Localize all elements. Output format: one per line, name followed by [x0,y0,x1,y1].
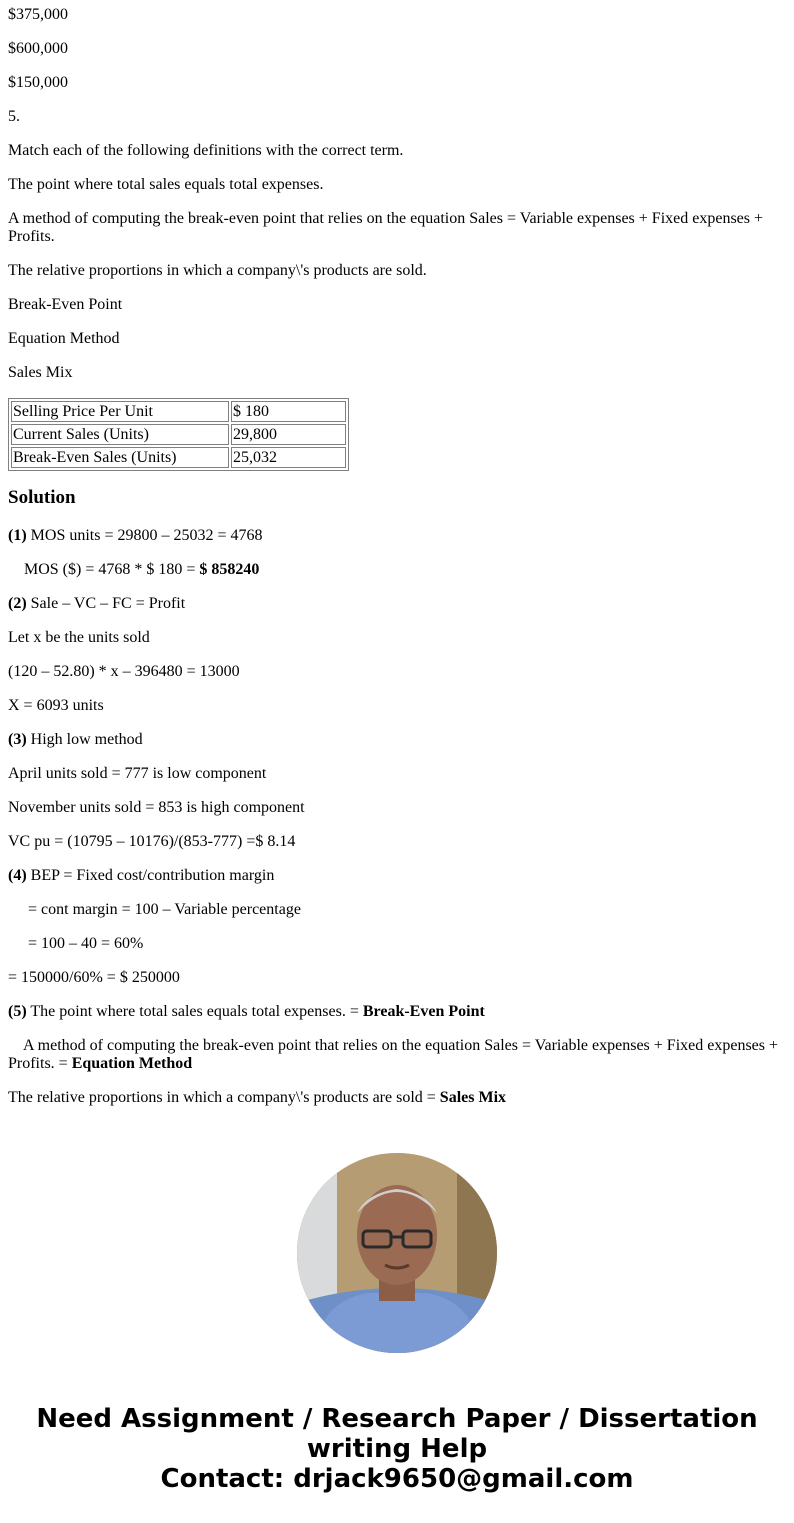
solution-5-text-3: The relative proportions in which a company\'s products are sold = [8,1089,440,1106]
solution-4-line-3: = 100 – 40 = 60% [28,935,144,952]
person-photo-icon [297,1153,497,1353]
promo-line-2: writing Help [306,1434,488,1464]
solution-2-line-1 [8,595,185,613]
solution-1-line-2 [24,561,259,579]
promo-line-1: Need Assignment / Research Paper / Dissertation [36,1404,758,1434]
solution-4-line-1 [8,867,274,885]
avatar [297,1153,497,1353]
solution-1-label: (1) [8,527,27,544]
solution-3-text: High low method [26,731,143,748]
table-cell-label: Current Sales (Units) [11,424,229,445]
term-3: Sales Mix [8,364,73,381]
option-c: $150,000 [8,74,68,91]
data-table [8,398,349,471]
table-cell-value: 25,032 [231,447,346,468]
solution-2-line-2: Let x be the units sold [8,629,150,646]
solution-1-text: MOS units = 29800 – 25032 = 4768 [26,527,263,544]
definition-3: The relative proportions in which a company\'s products are sold. [8,262,427,279]
definition-2: A method of computing the break-even point that relies on the equation Sales = Variable expenses + Fixed expenses + Profits. [8,210,764,245]
option-b: $600,000 [8,40,68,57]
solution-3-line-2: April units sold = 777 is low component [8,765,267,782]
solution-5-answer-1: Break-Even Point [362,1003,485,1020]
solution-2-line-3: (120 – 52.80) * x – 396480 = 13000 [8,663,240,680]
solution-4-label: (4) [8,867,27,884]
solution-2-text: Sale – VC – FC = Profit [26,595,186,612]
solution-2-label: (2) [8,595,27,612]
solution-5-label: (5) [8,1003,27,1020]
solution-2-line-4: X = 6093 units [8,697,104,714]
question-prompt: Match each of the following definitions with the correct term. [8,142,404,159]
solution-3-line-3: November units sold = 853 is high component [8,799,305,816]
definition-1: The point where total sales equals total expenses. [8,176,324,193]
option-a: $375,000 [8,6,68,23]
table-cell-value: $ 180 [231,401,346,422]
solution-4-text: BEP = Fixed cost/contribution margin [26,867,275,884]
solution-4-line-2: = cont margin = 100 – Variable percentage [28,901,301,918]
solution-heading: Solution [8,487,76,508]
solution-1-mos-result: $ 858240 [199,561,260,578]
table-cell-value: 29,800 [231,424,346,445]
solution-5-answer-2: Equation Method [71,1055,193,1072]
promo-banner [0,1404,794,1494]
term-2: Equation Method [8,330,120,347]
table-cell-label: Break-Even Sales (Units) [11,447,229,468]
solution-5-text: The point where total sales equals total expenses. = [26,1003,363,1020]
solution-1-line-1 [8,527,263,545]
solution-5-answer-3: Sales Mix [439,1089,507,1106]
table-cell-label: Selling Price Per Unit [11,401,229,422]
solution-3-label: (3) [8,731,27,748]
solution-5-line-3 [8,1089,506,1107]
solution-4-line-4: = 150000/60% = $ 250000 [8,969,180,986]
solution-5-text-2: A method of computing the break-even point that relies on the equation Sales = Variable expenses + Fixed expenses + Profits. = [8,1037,779,1072]
question-number: 5. [8,108,20,125]
solution-5-line-1 [8,1003,485,1021]
solution-1-mos-text: MOS ($) = 4768 * $ 180 = [24,561,200,578]
solution-5-line-2 [8,1037,786,1073]
solution-3-line-1 [8,731,143,749]
table-row [11,447,346,468]
solution-3-line-4: VC pu = (10795 – 10176)/(853-777) =$ 8.14 [8,833,296,850]
table-row [11,401,346,422]
term-1: Break-Even Point [8,296,123,313]
promo-contact: Contact: drjack9650@gmail.com [160,1464,634,1494]
table-row [11,424,346,445]
